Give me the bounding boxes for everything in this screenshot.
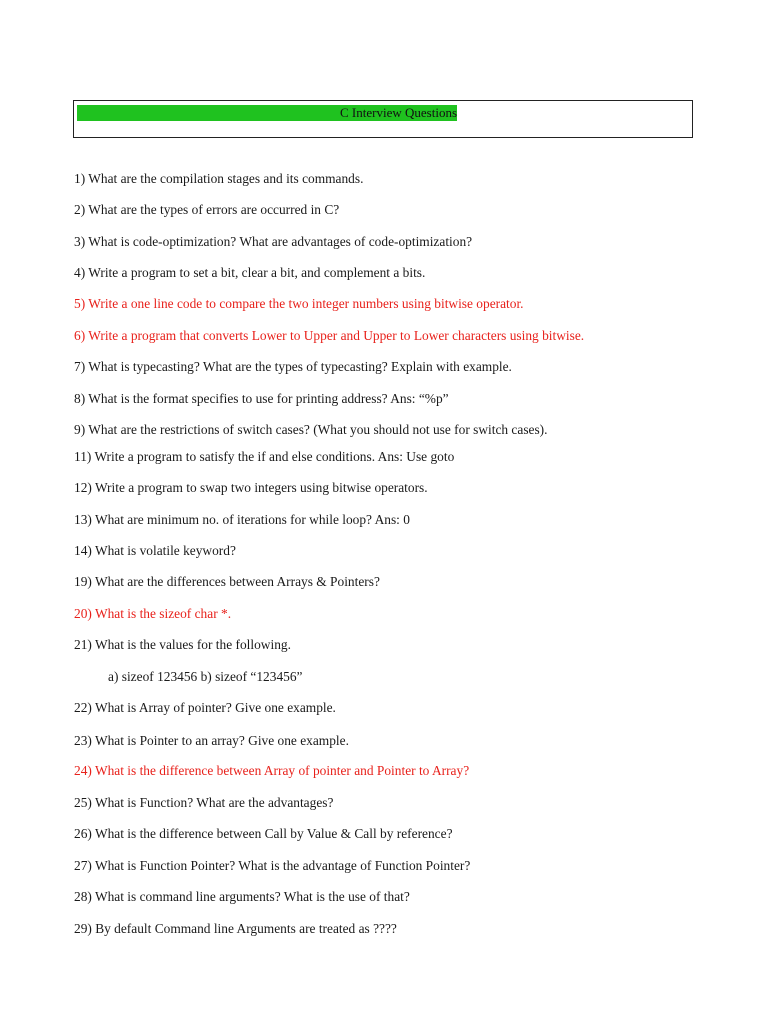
question-item: 7) What is typecasting? What are the types of typecasting? Explain with example. [74,359,512,374]
question-item: 25) What is Function? What are the advantages? [74,795,334,810]
question-item: 2) What are the types of errors are occurred in C? [74,202,340,217]
question-item: 29) By default Command line Arguments are treated as ???? [74,921,397,936]
question-item: 12) Write a program to swap two integers using bitwise operators. [74,480,428,495]
title-box [73,100,693,138]
question-item: 3) What is code-optimization? What are advantages of code-optimization? [74,234,473,249]
question-item: 23) What is Pointer to an array? Give one example. [74,733,349,748]
question-item: 5) Write a one line code to compare the two integer numbers using bitwise operator. [74,296,524,311]
question-item: 26) What is the difference between Call by Value & Call by reference? [74,826,453,841]
question-item: 6) Write a program that converts Lower to Upper and Upper to Lower characters using bitwise. [74,328,585,343]
question-item: 4) Write a program to set a bit, clear a bit, and complement a bits. [74,265,426,280]
question-item: 20) What is the sizeof char *. [74,606,232,621]
question-item: 14) What is volatile keyword? [74,543,236,558]
question-item: 8) What is the format specifies to use for printing address? Ans: “%p” [74,391,449,406]
question-item: 19) What are the differences between Arrays & Pointers? [74,574,380,589]
question-item: 22) What is Array of pointer? Give one example. [74,700,336,715]
question-item: 11) Write a program to satisfy the if and else conditions. Ans: Use goto [74,449,455,464]
question-item: 13) What are minimum no. of iterations for while loop? Ans: 0 [74,512,410,527]
question-item: 21) What is the values for the following. [74,637,291,652]
question-item: 1) What are the compilation stages and its commands. [74,171,364,186]
question-item: 28) What is command line arguments? What is the use of that? [74,889,410,904]
document-title: C Interview Questions [340,105,457,120]
question-item: 24) What is the difference between Array of pointer and Pointer to Array? [74,763,470,778]
question-item: 27) What is Function Pointer? What is the advantage of Function Pointer? [74,858,471,873]
question-item: 9) What are the restrictions of switch cases? (What you should not use for switch cases). [74,422,548,437]
question-subitem: a) sizeof 123456 b) sizeof “123456” [108,669,303,684]
